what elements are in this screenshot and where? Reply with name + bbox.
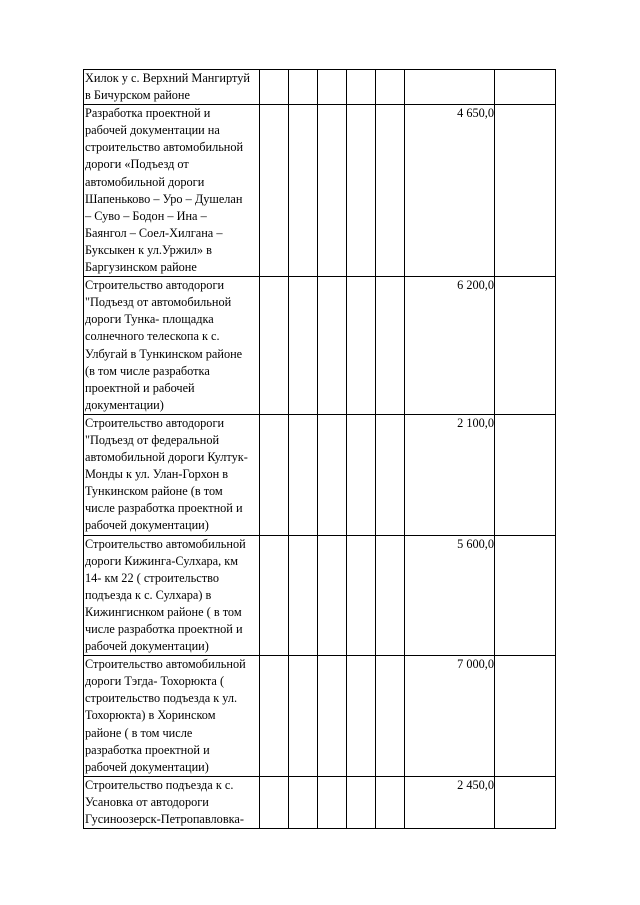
empty-cell [260,414,289,535]
table-row [84,277,556,415]
object-name-line: "Подъезд от автомобильной [85,295,232,310]
object-name-line: рабочей документации) [85,759,209,774]
amount-cell: 7 000,0 [405,656,495,777]
object-name-line: Кижингиснком районе ( в том [85,604,242,619]
object-name-line: автомобильной дороги [85,174,205,189]
object-name-line: числе разработка проектной и [85,501,243,516]
object-name-line: (в том числе разработка [85,363,210,378]
table-row [84,535,556,656]
empty-cell [495,776,556,828]
empty-cell [376,414,405,535]
empty-cell [347,414,376,535]
empty-cell [260,70,289,105]
object-name-cell [84,105,260,277]
object-name-cell [84,277,260,415]
empty-cell [376,277,405,415]
object-name-line: дороги Кижинга-Сулхара, км [85,553,239,568]
object-name-line: рабочей документации) [85,639,209,654]
table-row [84,656,556,777]
table-row [84,105,556,277]
empty-cell [289,656,318,777]
object-name-line: дороги Тунка- площадка [85,312,214,327]
object-name-cell [84,70,260,105]
empty-cell [318,535,347,656]
empty-cell [347,776,376,828]
object-name-line: – Суво – Бодон – Ина – [85,208,207,223]
object-name-cell [84,414,260,535]
empty-cell [376,776,405,828]
table-row [84,414,556,535]
object-name-line: Буксыкен к ул.Уржил» в [85,242,212,257]
empty-cell [495,277,556,415]
table-row [84,776,556,828]
empty-cell [376,70,405,105]
object-name-cell [84,535,260,656]
object-name-line: Тункинском районе (в том [85,484,223,499]
empty-cell [318,656,347,777]
object-name-line: Монды к ул. Улан-Горхон в [85,467,229,482]
empty-cell [260,656,289,777]
empty-cell [376,535,405,656]
object-name-line: Шапеньково – Уро – Душелан [85,191,243,206]
empty-cell [289,535,318,656]
object-name-line: Строительство подъезда к с. [85,777,234,792]
table-row [84,70,556,105]
empty-cell [495,656,556,777]
empty-cell [318,105,347,277]
empty-cell [376,656,405,777]
object-name-line: разработка проектной и [85,742,210,757]
amount-cell: 5 600,0 [405,535,495,656]
empty-cell [318,776,347,828]
object-name-line: числе разработка проектной и [85,622,243,636]
empty-cell [318,414,347,535]
empty-cell [495,105,556,277]
amount-cell [405,70,495,105]
amount-cell: 2 450,0 [405,776,495,828]
empty-cell [289,776,318,828]
object-name-line: солнечного телескопа к с. [85,329,220,344]
amount-cell: 4 650,0 [405,105,495,277]
object-name-line: Баргузинском районе [85,260,197,275]
empty-cell [260,105,289,277]
object-name-line: Строительство автомобильной [85,657,246,672]
amount-cell: 2 100,0 [405,414,495,535]
object-name-line: Хилок у с. Верхний Мангиртуй [85,71,250,85]
object-name-line: подъезда к с. Сулхара) в [85,587,212,602]
object-name-line: в Бичурском районе [85,88,190,103]
empty-cell [289,414,318,535]
empty-cell [260,535,289,656]
empty-cell [495,414,556,535]
empty-cell [260,277,289,415]
object-name-line: дороги Тэгда- Тохорюкта ( [85,674,225,689]
object-name-line: Строительство автодороги [85,415,225,430]
empty-cell [318,70,347,105]
object-name-line: Гусиноозерск-Петропавловка- [85,812,244,827]
object-name-line: строительство автомобильной [85,140,244,155]
object-name-line: рабочей документации на [85,123,220,138]
object-name-line: Улбугай в Тункинском районе [85,346,243,361]
empty-cell [347,70,376,105]
empty-cell [495,70,556,105]
object-name-line: автомобильной дороги Култук- [85,450,248,465]
object-name-line: документации) [85,397,164,412]
object-name-line: Баянгол – Соел-Хилгана – [85,225,223,240]
object-name-line: районе ( в том числе [85,725,193,740]
budget-table [83,69,556,829]
empty-cell [347,535,376,656]
amount-cell: 6 200,0 [405,277,495,415]
object-name-line: Строительство автодороги [85,278,225,293]
object-name-line: строительство подъезда к ул. [85,691,238,706]
object-name-line: проектной и рабочей [85,380,195,395]
empty-cell [289,277,318,415]
empty-cell [289,70,318,105]
empty-cell [318,277,347,415]
empty-cell [289,105,318,277]
empty-cell [376,105,405,277]
object-name-line: Разработка проектной и [85,106,211,121]
empty-cell [495,535,556,656]
empty-cell [347,277,376,415]
object-name-cell [84,776,260,828]
object-name-line: "Подъезд от федеральной [85,432,220,447]
object-name-line: рабочей документации) [85,518,209,533]
object-name-line: Усановка от автодороги [85,794,209,809]
object-name-cell [84,656,260,777]
empty-cell [347,656,376,777]
object-name-line: 14- км 22 ( строительство [85,570,219,585]
empty-cell [347,105,376,277]
object-name-line: Тохорюкта) в Хоринском [85,708,216,723]
object-name-line: дороги «Подъезд от [85,157,189,172]
object-name-line: Строительство автомобильной [85,536,246,551]
empty-cell [260,776,289,828]
